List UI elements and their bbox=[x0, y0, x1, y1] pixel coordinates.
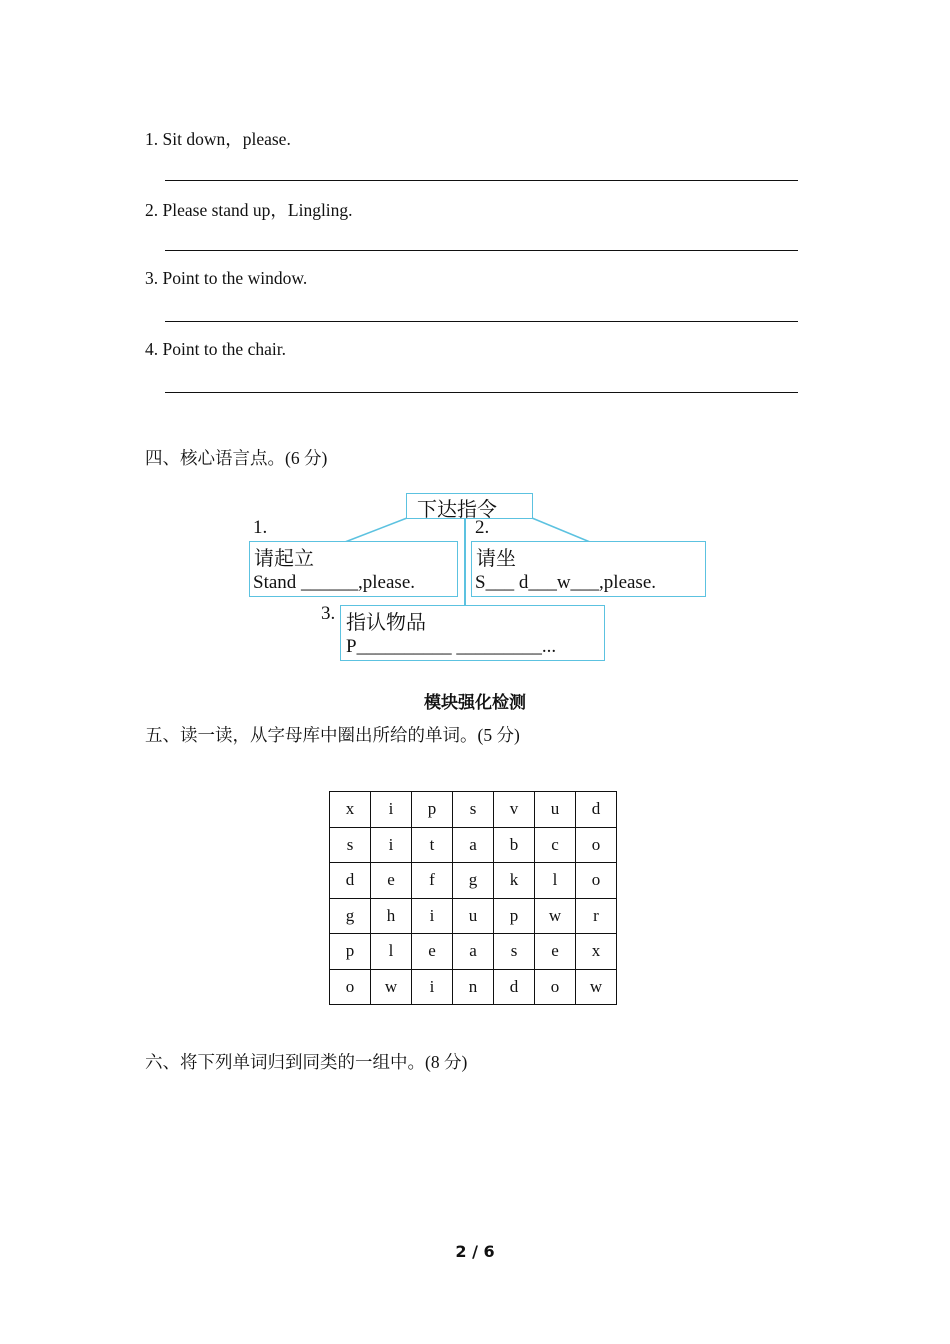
answer-line-4[interactable] bbox=[165, 392, 798, 393]
grid-row bbox=[330, 934, 617, 970]
grid-cell[interactable]: d bbox=[576, 792, 617, 828]
diagram-item-2-title: 请坐 bbox=[476, 546, 516, 570]
grid-cell[interactable]: s bbox=[494, 934, 535, 970]
sentence-3: 3. Point to the window. bbox=[145, 268, 308, 288]
grid-cell[interactable]: p bbox=[330, 934, 371, 970]
grid-cell[interactable]: w bbox=[535, 898, 576, 934]
grid-cell[interactable]: p bbox=[494, 898, 535, 934]
grid-cell[interactable]: g bbox=[330, 898, 371, 934]
grid-cell[interactable]: s bbox=[453, 792, 494, 828]
grid-cell[interactable]: u bbox=[453, 898, 494, 934]
grid-cell[interactable]: c bbox=[535, 827, 576, 863]
answer-line-2[interactable] bbox=[165, 250, 798, 251]
diagram-item-2-number: 2. bbox=[475, 517, 490, 538]
diagram-item-1-fill[interactable]: Stand ______,please. bbox=[253, 572, 416, 593]
grid-cell[interactable]: i bbox=[412, 898, 453, 934]
grid-cell[interactable]: i bbox=[371, 827, 412, 863]
grid-cell[interactable]: p bbox=[412, 792, 453, 828]
diagram-connector-left bbox=[345, 518, 407, 542]
grid-row bbox=[330, 863, 617, 899]
diagram-item-3-title: 指认物品 bbox=[346, 610, 426, 634]
grid-cell[interactable]: x bbox=[330, 792, 371, 828]
grid-cell[interactable]: g bbox=[453, 863, 494, 899]
diagram-item-2-fill[interactable]: S___ d___w___,please. bbox=[475, 572, 657, 593]
grid-cell[interactable]: i bbox=[371, 792, 412, 828]
grid-cell[interactable]: d bbox=[330, 863, 371, 899]
grid-row bbox=[330, 898, 617, 934]
grid-cell[interactable]: l bbox=[535, 863, 576, 899]
section-4-title: 四、核心语言点。(6 分) bbox=[145, 448, 328, 468]
grid-cell[interactable]: o bbox=[576, 863, 617, 899]
grid-cell[interactable]: o bbox=[535, 969, 576, 1005]
section-6-title: 六、将下列单词归到同类的一组中。(8 分) bbox=[145, 1052, 468, 1072]
diagram-connector-right bbox=[532, 518, 590, 542]
diagram-item-1-title: 请起立 bbox=[254, 546, 314, 570]
sentence-2: 2. Please stand up，Lingling. bbox=[145, 200, 353, 220]
grid-cell[interactable]: o bbox=[330, 969, 371, 1005]
grid-row bbox=[330, 792, 617, 828]
grid-cell[interactable]: i bbox=[412, 969, 453, 1005]
grid-cell[interactable]: f bbox=[412, 863, 453, 899]
grid-cell[interactable]: e bbox=[535, 934, 576, 970]
diagram-item-3-number: 3. bbox=[321, 603, 336, 624]
grid-cell[interactable]: o bbox=[576, 827, 617, 863]
grid-row bbox=[330, 827, 617, 863]
answer-line-1[interactable] bbox=[165, 180, 798, 181]
grid-cell[interactable]: n bbox=[453, 969, 494, 1005]
grid-cell[interactable]: a bbox=[453, 934, 494, 970]
sentence-4: 4. Point to the chair. bbox=[145, 339, 286, 359]
grid-cell[interactable]: d bbox=[494, 969, 535, 1005]
module-title: 模块强化检测 bbox=[424, 693, 526, 713]
grid-cell[interactable]: w bbox=[576, 969, 617, 1005]
grid-cell[interactable]: v bbox=[494, 792, 535, 828]
page-number: 2 / 6 bbox=[455, 1242, 495, 1261]
grid-cell[interactable]: x bbox=[576, 934, 617, 970]
diagram-item-1-number: 1. bbox=[253, 517, 268, 538]
grid-row bbox=[330, 969, 617, 1005]
grid-cell[interactable]: t bbox=[412, 827, 453, 863]
grid-cell[interactable]: u bbox=[535, 792, 576, 828]
grid-cell[interactable]: r bbox=[576, 898, 617, 934]
grid-cell[interactable]: s bbox=[330, 827, 371, 863]
letter-grid bbox=[329, 791, 617, 1005]
grid-cell[interactable]: e bbox=[371, 863, 412, 899]
diagram-root-label: 下达指令 bbox=[417, 497, 497, 521]
sentence-1: 1. Sit down，please. bbox=[145, 129, 291, 149]
diagram-item-3-fill[interactable]: P__________ _________... bbox=[346, 636, 557, 657]
answer-line-3[interactable] bbox=[165, 321, 798, 322]
grid-cell[interactable]: w bbox=[371, 969, 412, 1005]
grid-cell[interactable]: h bbox=[371, 898, 412, 934]
section-5-title: 五、读一读，从字母库中圈出所给的单词。(5 分) bbox=[145, 725, 520, 745]
grid-cell[interactable]: l bbox=[371, 934, 412, 970]
grid-cell[interactable]: a bbox=[453, 827, 494, 863]
grid-cell[interactable]: b bbox=[494, 827, 535, 863]
grid-cell[interactable]: k bbox=[494, 863, 535, 899]
grid-cell[interactable]: e bbox=[412, 934, 453, 970]
